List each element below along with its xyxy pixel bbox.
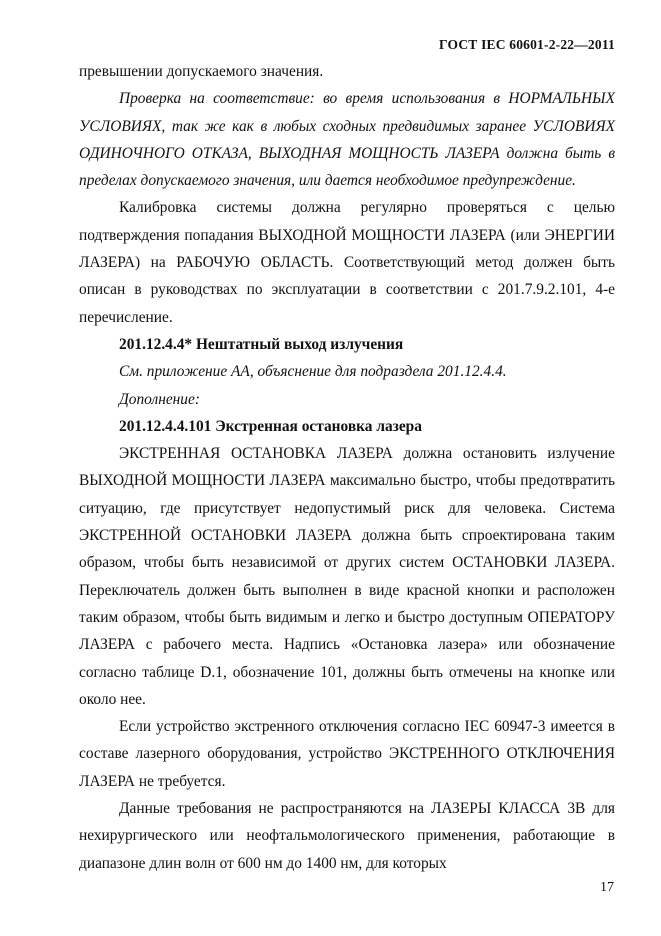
section-heading-201-12-4-4: 201.12.4.4* Нештатный выход излучения (119, 335, 404, 353)
paragraph-continuation: превышении допускаемого значения. (79, 63, 324, 80)
page-body (79, 58, 615, 877)
paragraph-compliance-check: Проверка на соответствие: во время использования в НОРМАЛЬНЫХ УСЛОВИЯХ, так же как в любых сходных предвидимых заранее УСЛОВИЯХ ОДИНОЧНОГО ОТКАЗА, ВЫХОДНАЯ МОЩНОСТЬ ЛАЗЕРА должна быть в пределах допускаемого значения, или дается необходимое предупреждение. (79, 90, 615, 190)
document-code-header: ГОСТ IEC 60601-2-22—2011 (439, 37, 615, 52)
paragraph-class-3b-exception: Данные требования не распространяются на ЛАЗЕРЫ КЛАССА 3В для нехирургического или неофтальмологического применения, работающие в диапазоне длин волн от 600 нм до 1400 нм, для которых (79, 800, 615, 872)
paragraph-see-annex: См. приложение АА, объяснение для подраздела 201.12.4.4. (119, 363, 507, 381)
section-heading-201-12-4-4-101: 201.12.4.4.101 Экстренная остановка лазера (119, 417, 422, 435)
paragraph-calibration: Калибровка системы должна регулярно проверяться с целью подтверждения попадания ВЫХОДНОЙ МОЩНОСТИ ЛАЗЕРА (или ЭНЕРГИИ ЛАЗЕРА) на РАБОЧУЮ ОБЛАСТЬ. Соответствующий метод должен быть описан в руководствах по эксплуатации в соответствии с 201.7.9.2.101, 4-е перечисление. (79, 199, 615, 326)
paragraph-emergency-stop: ЭКСТРЕННАЯ ОСТАНОВКА ЛАЗЕРА должна остановить излучение ВЫХОДНОЙ МОЩНОСТИ ЛАЗЕРА максимально быстро, чтобы предотвратить ситуацию, где присутствует недопустимый риск для человека. Система ЭКСТРЕННОЙ ОСТАНОВКИ ЛАЗЕРА должна быть спроектирована таким образом, чтобы быть независимой от других систем ОСТАНОВКИ ЛАЗЕРА. Переключатель должен быть выполнен в виде красной кнопки и расположен таким образом, чтобы быть видимым и легко и быстро доступным ОПЕРАТОРУ ЛАЗЕРА с рабочего места. Надпись «Остановка лазера» или обозначение согласно таблице D.1, обозначение 101, должны быть отмечены на кнопке или около нее. (79, 445, 615, 708)
paragraph-emergency-switch: Если устройство экстренного отключения согласно IEC 60947-3 имеется в составе лазерного оборудования, устройство ЭКСТРЕННОГО ОТКЛЮЧЕНИЯ ЛАЗЕРА не требуется. (79, 718, 615, 790)
page-number: 17 (600, 880, 614, 895)
paragraph-addition: Дополнение: (119, 390, 200, 408)
